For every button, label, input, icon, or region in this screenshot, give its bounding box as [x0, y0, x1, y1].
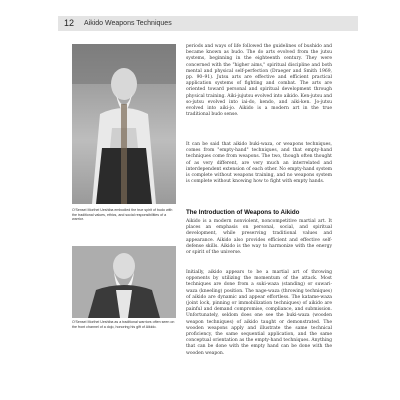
body-paragraph: Initially, aikido appears to be a martial art of throwing opponents by utilizing the momentum of the attack. Most techniques are done from a suki-waza (standing) or suwari-waza (kneeling) position. The nage-waza (throwing techniques) of aikido are dynamic and appear effortless. The katame-waza (joint lock, pinning or immobilization techniques) of aikido are painful and demand compromise, compliance, and submission. Unfortunately, seldom does one see the buki-waza (wooden weapon techniques) of aikido taught or demonstrated. The wooden weapons apply and illustrate the same technical proficiency, the same sequential application, and the same conceptual orientation as the empty-hand techniques. Anything that can be done with the empty hand can be done with the wooden weapon.: [186, 270, 332, 356]
body-paragraph: Aikido is a modern nonviolent, noncompetitive martial art. It places an emphasis on personal, social, and spiritual development, while preserving traditional values and appearance. Aikido also provides efficient and effective self-defense skills. Aikido is the way to harmonize with the energy or spirit of the universe.: [186, 219, 332, 256]
photo-1-caption: O'Sensei Morihei Ueshiba embodied the true spirit of budo with the traditional values, ethics, and social responsibilities of a warrior.: [72, 208, 173, 222]
body-column-bottom: [186, 270, 332, 357]
photo-ueshiba-portrait: [72, 246, 176, 318]
photo-ueshiba-standing: [72, 44, 176, 204]
body-paragraph: periods and ways of life followed the guidelines of bushido and became known as budo. The do arts evolved from the jutsu systems, beginning in the eighteenth century. They were concerned with the "higher aims," spiritual discipline and both mental and physical self-perfection (Draeger and Smith 1969, pp. 90–91). Jutsu arts are effective and efficient practical application systems of fighting and combat. The arts are oriented toward personal and spiritual development through physical training. Aiki-jujutsu evolved into aikido. Ken-jutsu and so-jutsu evolved into iai-do, kendo, and aiki-ken. Jo-jutsu evolved into aiki-jo. Aikido is a modern art in the true traditional budo sense.: [186, 44, 332, 118]
running-title: Aikido Weapons Techniques: [84, 20, 172, 27]
photo-2-caption: O'Sensei Morihei Ueshiba as a traditional warriors often seen on the front channel of a dojo, honoring his gift of Aikido.: [72, 320, 175, 329]
body-column-top: [186, 44, 332, 118]
body-paragraph: It can be said that aikido buki-waza, or weapons techniques, comes from "empty-hand" techniques, and that empty-hand techniques come from weapons. The two, though often thought of as very different, are very much an interrelated and interdependent extension of each other. No empty-hand system is complete without weapons training, and no weapons system is complete without knowing how to fight with empty hands.: [186, 142, 332, 185]
section-heading: The Introduction of Weapons to Aikido: [186, 209, 300, 216]
page-number: 12: [64, 18, 75, 28]
body-column-mid: [186, 142, 332, 185]
body-column-section: [186, 219, 332, 256]
